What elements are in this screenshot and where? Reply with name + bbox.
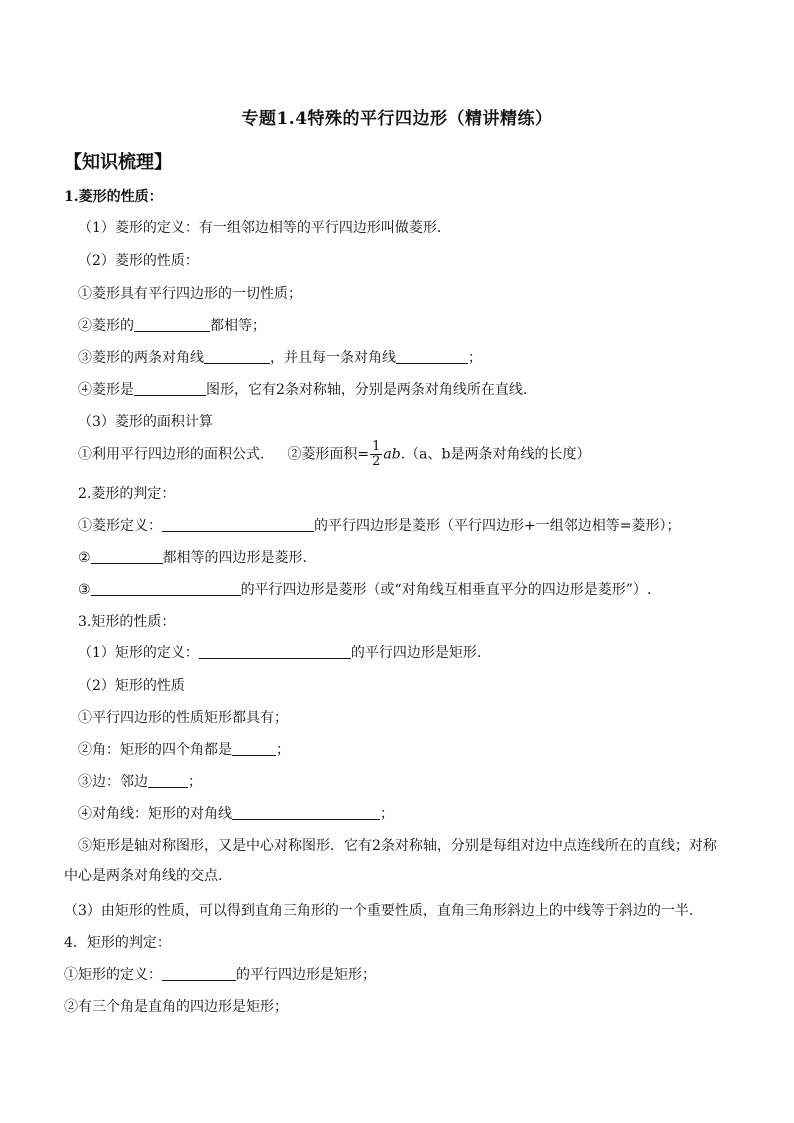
answer-blank[interactable]: [199, 643, 351, 659]
rectangle-symmetry-line1: ⑤矩形是轴对称图形，又是中心对称图形．它有2条对称轴，分别是每组对边中点连线所在的直线；对称: [78, 838, 717, 854]
rectangle-property-side: [78, 772, 202, 792]
answer-blank[interactable]: [232, 740, 276, 756]
text: ③边：邻边: [78, 774, 148, 790]
text: 都相等的四边形是菱形.: [162, 550, 308, 566]
rhombus-properties-sub: （2）菱形的性质：: [78, 253, 199, 269]
text: ④菱形是: [78, 382, 134, 398]
text: ②菱形的: [78, 318, 134, 334]
text: ；: [380, 806, 394, 822]
fraction: [370, 440, 382, 469]
rhombus-area-heading: （3）菱形的面积计算: [78, 414, 213, 430]
text: ；: [468, 350, 482, 366]
rectangle-property-diagonal: [78, 804, 394, 824]
text: 的平行四边形是菱形（平行四边形+一组邻边相等=菱形）；: [314, 518, 681, 534]
text: ②菱形面积=: [287, 446, 370, 463]
rectangle-property-angle: [78, 740, 290, 760]
rhombus-criterion-3: [78, 580, 651, 600]
text: ④对角线：矩形的对角线: [78, 806, 232, 822]
text: ①利用平行四边形的面积公式.: [78, 446, 265, 463]
rectangle-criterion-2: ②有三个角是直角的四边形是矩形；: [64, 999, 288, 1015]
text: ②角：矩形的四个角都是: [78, 742, 232, 758]
rhombus-criterion-1: [78, 516, 680, 536]
rhombus-area-formula: [78, 440, 590, 469]
answer-blank[interactable]: [162, 516, 314, 532]
text: ③: [78, 582, 91, 598]
rectangle-properties-sub: （2）矩形的性质: [78, 678, 185, 694]
right-triangle-property: （3）由矩形的性质，可以得到直角三角形的一个重要性质，直角三角形斜边上的中线等于斜边的一半.: [64, 903, 694, 919]
rhombus-definition: （1）菱形的定义：有一组邻边相等的平行四边形叫做菱形.: [78, 220, 442, 236]
rhombus-property-3: [78, 348, 482, 368]
answer-blank[interactable]: [134, 380, 206, 396]
page-title: 专题1.4特殊的平行四边形（精讲精练）: [241, 109, 553, 129]
text: ①矩形的定义：: [64, 967, 162, 983]
answer-blank[interactable]: [134, 316, 210, 332]
text: ，并且每一条对角线: [270, 350, 396, 366]
rectangle-definition: [78, 643, 481, 663]
text: 的平行四边形是菱形（或“对角线互相垂直平分的四边形是菱形”）.: [240, 582, 652, 598]
denominator: 2: [372, 454, 381, 469]
rhombus-criterion-2: [78, 548, 307, 568]
text: （1）矩形的定义：: [78, 645, 199, 661]
text: ③菱形的两条对角线: [78, 350, 204, 366]
variable: ab: [383, 446, 401, 463]
section-heading: 【知识梳理】: [64, 152, 172, 173]
rectangle-symmetry-line2: 中心是两条对角线的交点.: [64, 868, 223, 884]
text: ①菱形定义：: [78, 518, 162, 534]
rhombus-property-1: ①菱形具有平行四边形的一切性质；: [78, 286, 302, 302]
text: 的平行四边形是矩形；: [236, 967, 376, 983]
rectangle-criterion-1: [64, 965, 376, 985]
heading-rhombus-properties: 1.菱形的性质：: [64, 189, 163, 205]
text: 的平行四边形是矩形.: [350, 645, 482, 661]
rectangle-property-1: ①平行四边形的性质矩形都具有；: [78, 710, 288, 726]
text: 都相等；: [210, 318, 266, 334]
answer-blank[interactable]: [232, 804, 380, 820]
answer-blank[interactable]: [148, 772, 188, 788]
answer-blank[interactable]: [162, 965, 236, 981]
heading-rectangle-criteria: 4．矩形的判定：: [64, 935, 171, 951]
text: ；: [188, 774, 202, 790]
answer-blank[interactable]: [91, 548, 163, 564]
answer-blank[interactable]: [396, 348, 468, 364]
numerator: 1: [372, 439, 381, 454]
rhombus-property-2: [78, 316, 266, 336]
text: 图形，它有2条对称轴，分别是两条对角线所在直线.: [206, 382, 528, 398]
answer-blank[interactable]: [91, 580, 241, 596]
text: ；: [276, 742, 290, 758]
heading-rectangle-properties: 3.矩形的性质：: [78, 614, 176, 630]
text: .（a、b是两条对角线的长度）: [400, 446, 591, 463]
answer-blank[interactable]: [204, 348, 270, 364]
text: ②: [78, 550, 91, 566]
rhombus-property-4: [78, 380, 527, 400]
heading-rhombus-criteria: 2.菱形的判定：: [78, 486, 176, 502]
